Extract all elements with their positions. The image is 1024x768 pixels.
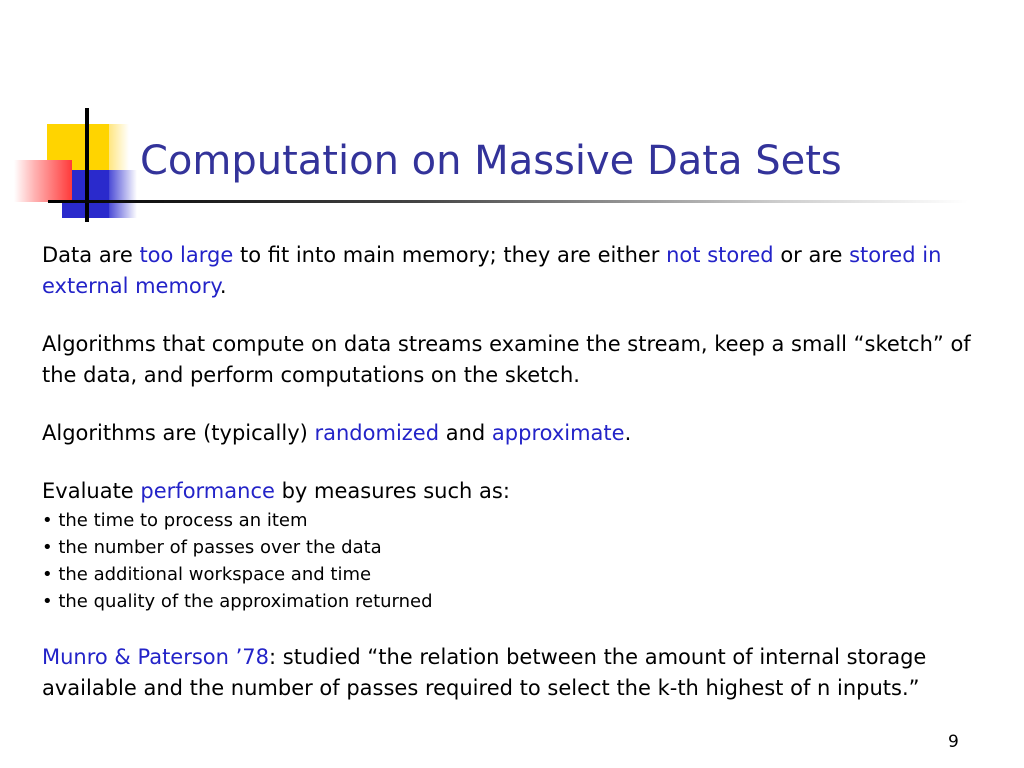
highlight-not-stored: not stored [666, 243, 774, 267]
logo-red-bar [14, 160, 72, 202]
logo-vertical-line [85, 108, 89, 222]
text-run: Algorithms are (typically) [42, 421, 315, 445]
slide-title: Computation on Massive Data Sets [140, 138, 842, 184]
slide-logo-graphic [0, 0, 140, 240]
text-run: and [439, 421, 492, 445]
logo-yellow-fade [109, 124, 129, 170]
text-run: to fit into main memory; they are either [233, 243, 667, 267]
highlight-randomized: randomized [314, 421, 440, 445]
paragraph-munro-paterson [42, 642, 972, 704]
list-item: • the quality of the approximation returned [42, 588, 972, 615]
text-run: . [624, 421, 632, 445]
paragraph-randomized [42, 418, 972, 449]
paragraph-sketch: Algorithms that compute on data streams examine the stream, keep a small “sketch” of the data, and perform computations on the sketch. [42, 332, 971, 387]
paragraph-performance [42, 476, 972, 507]
text-run: or are [773, 243, 850, 267]
text-run: Data are [42, 243, 140, 267]
list-item: • the number of passes over the data [42, 534, 972, 561]
text-run: by measures such as: [274, 479, 510, 503]
page-number: 9 [948, 732, 959, 752]
slide-body [42, 240, 972, 704]
highlight-citation: Munro & Paterson ’78 [42, 645, 270, 669]
performance-measures-list [42, 507, 972, 615]
text-run: . [219, 274, 227, 298]
highlight-external-memory: stored in external memory [42, 243, 942, 298]
highlight-too-large: too large [139, 243, 234, 267]
highlight-approximate: approximate [491, 421, 625, 445]
title-underline [48, 200, 968, 203]
text-run: Evaluate [42, 479, 141, 503]
paragraph-data-size [42, 240, 972, 302]
logo-blue-fade [109, 170, 137, 218]
text-run: : studied “the relation between the amount of internal storage available and the number of passes required to select the k-th highest of n inputs.” [42, 645, 927, 700]
list-item: • the time to process an item [42, 507, 972, 534]
highlight-performance: performance [140, 479, 275, 503]
list-item: • the additional workspace and time [42, 561, 972, 588]
